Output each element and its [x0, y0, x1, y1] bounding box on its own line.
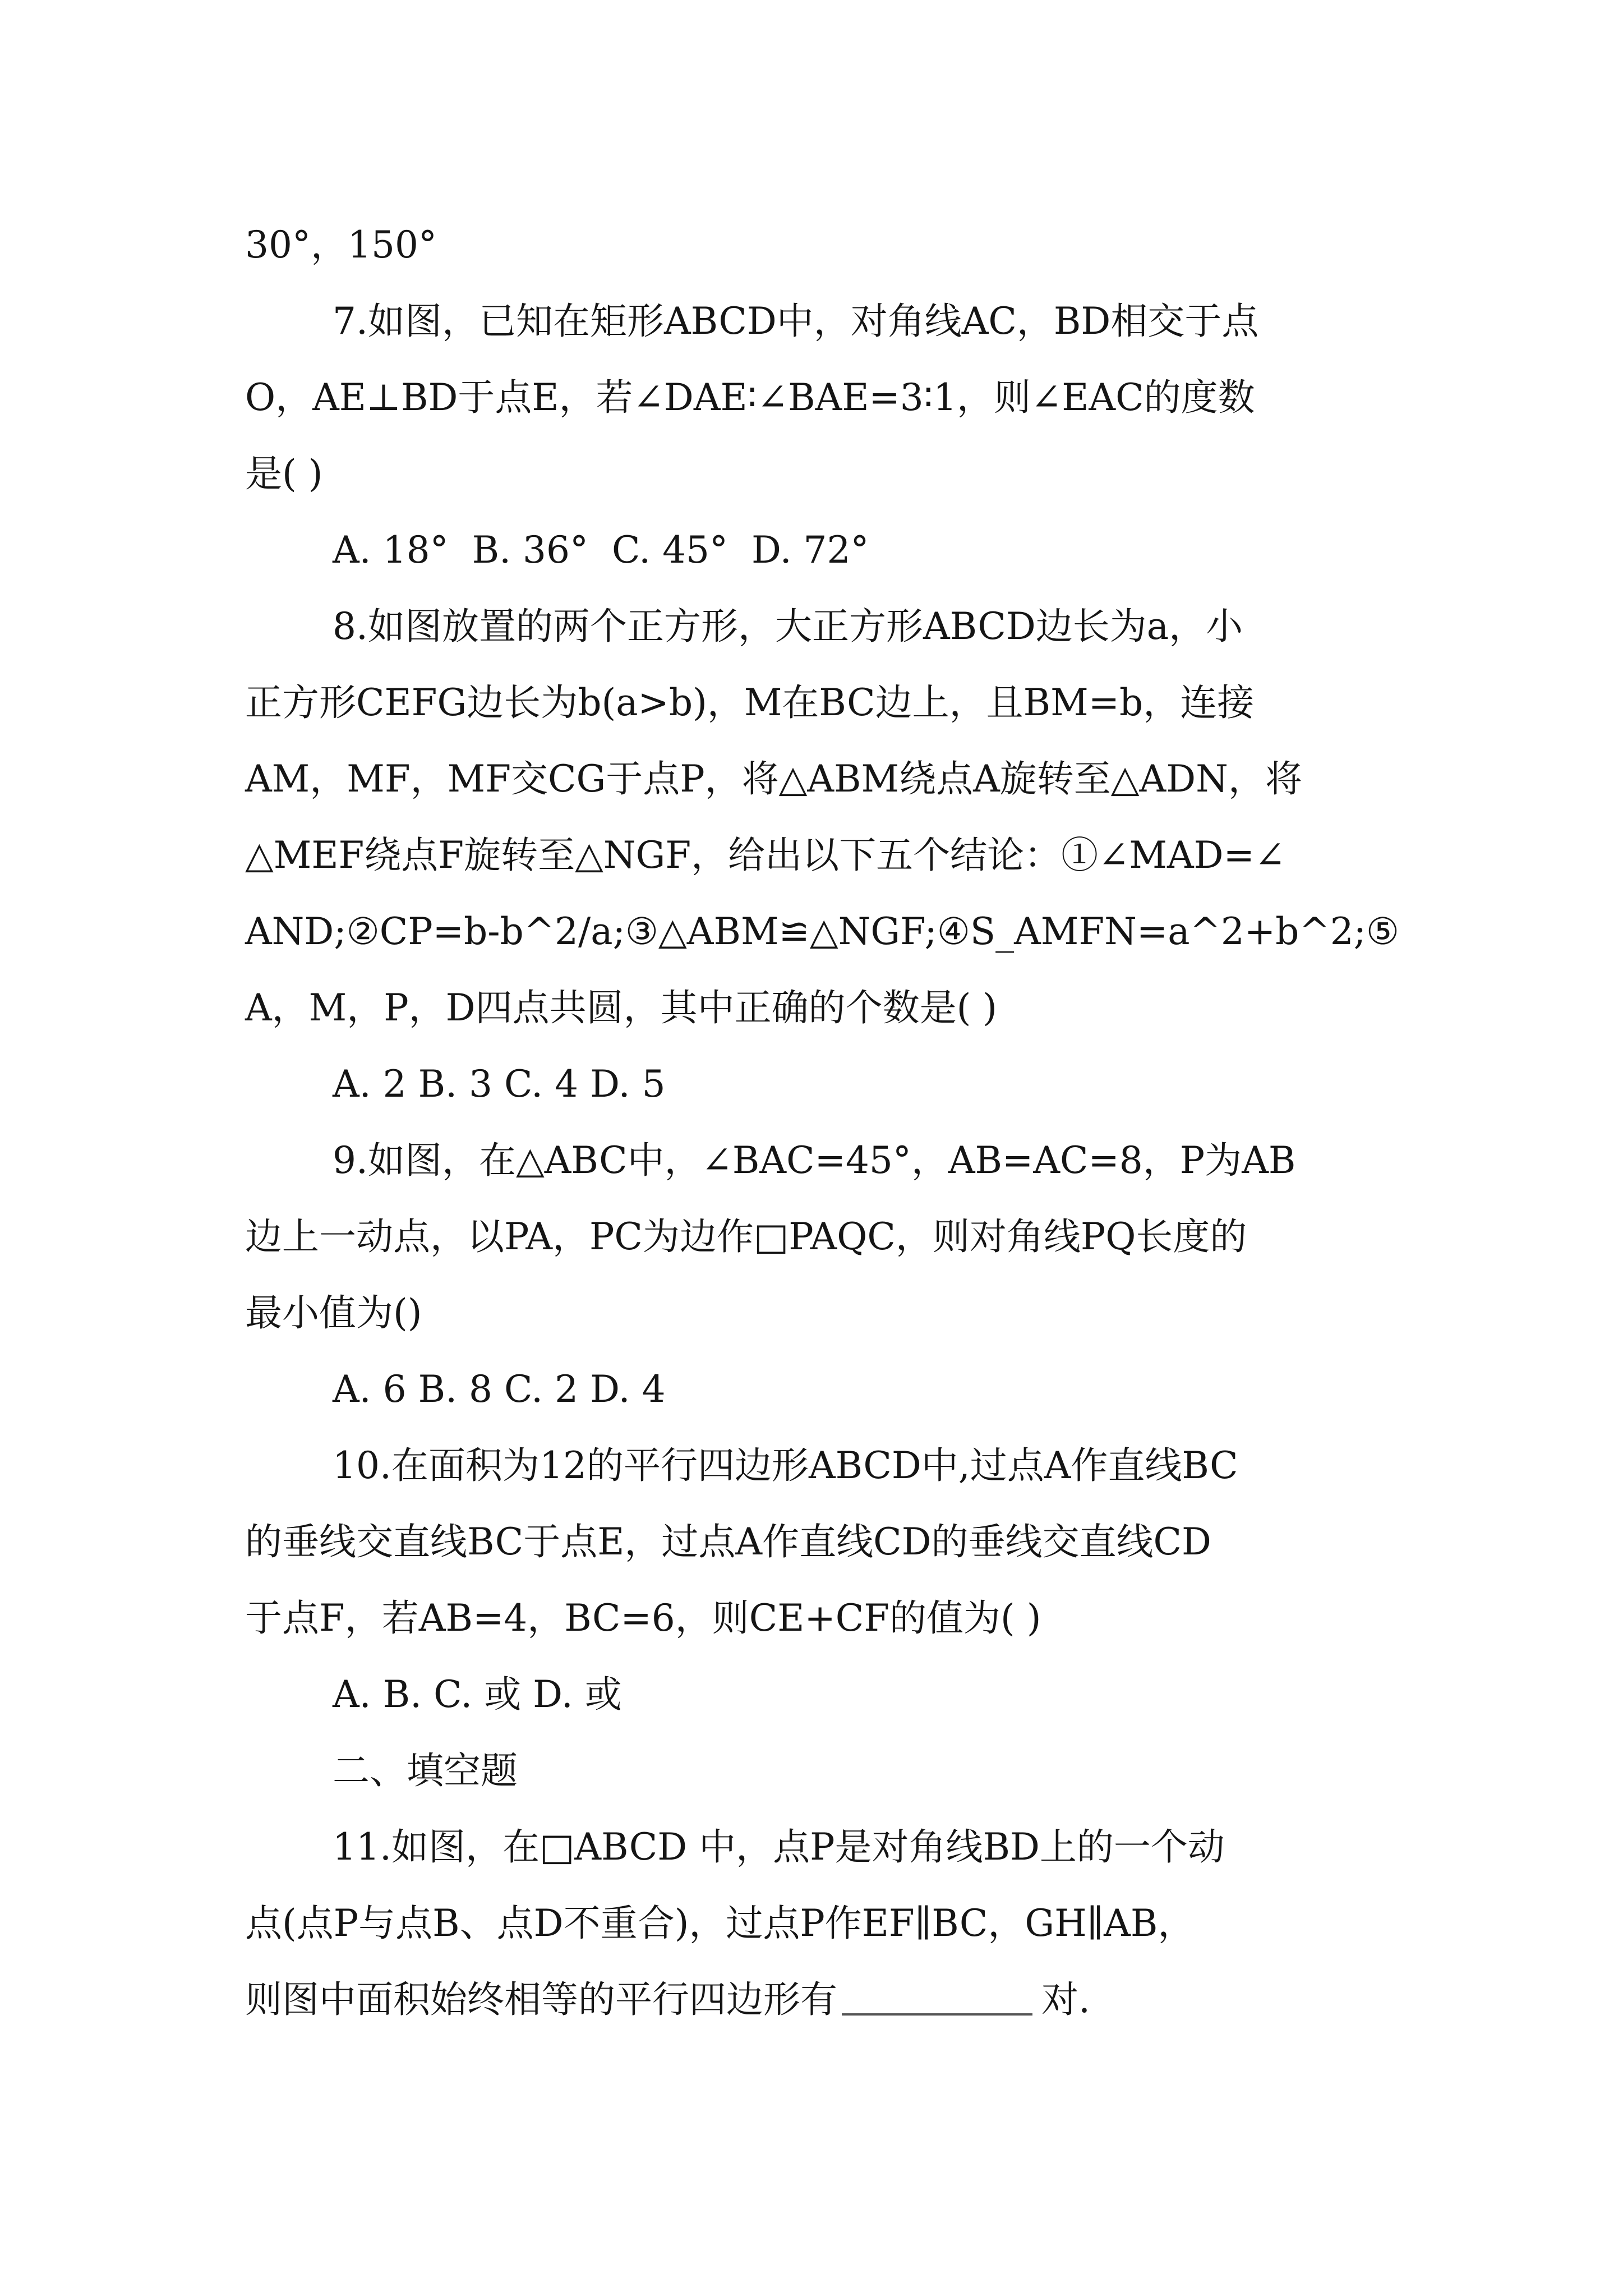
question-7-line-1: 7.如图，已知在矩形ABCD中，对角线AC，BD相交于点: [333, 300, 1259, 343]
question-11-line-3: [245, 1961, 1090, 2039]
text-line: 30°，150°: [245, 223, 437, 266]
question-8-line-1: 8.如图放置的两个正方形，大正方形ABCD边长为a，小: [333, 605, 1243, 648]
question-10-line-3: 于点F，若AB=4，BC=6，则CE+CF的值为( ): [245, 1596, 1041, 1640]
question-11-line-3-text: 则图中面积始终相等的平行四边形有: [245, 1978, 837, 2021]
question-9-line-2: 边上一动点，以PA，PC为边作□PAQC，则对角线PQ长度的: [245, 1215, 1247, 1258]
question-11-line-3-end: 对.: [1041, 1978, 1090, 2021]
question-10-line-1: 10.在面积为12的平行四边形ABCD中,过点A作直线BC: [333, 1444, 1238, 1487]
question-9-line-1: 9.如图，在△ABC中，∠BAC=45°，AB=AC=8，P为AB: [333, 1139, 1296, 1182]
question-8-line-2: 正方形CEFG边长为b(a>b)，M在BC边上，且BM=b，连接: [245, 681, 1255, 724]
question-7-line-2: O，AE⊥BD于点E，若∠DAE∶∠BAE=3∶1，则∠EAC的度数: [245, 376, 1255, 419]
answer-blank: [842, 2011, 1032, 2016]
question-10-line-2: 的垂线交直线BC于点E，过点A作直线CD的垂线交直线CD: [245, 1520, 1211, 1563]
question-11-line-2: 点(点P与点B、点D不重合)，过点P作EF∥BC，GH∥AB，: [245, 1902, 1195, 1945]
question-8-line-3: AM，MF，MF交CG于点P，将△ABM绕点A旋转至△ADN，将: [245, 757, 1302, 800]
question-8-line-6: A，M，P，D四点共圆，其中正确的个数是( ): [245, 986, 998, 1029]
question-8-line-5: AND;②CP=b-b^2/a;③△ABM≌△NGF;④S_AMFN=a^2+b^2;⑤: [245, 910, 1400, 953]
question-10-options: A. B. C. 或 D. 或: [333, 1673, 622, 1716]
question-7-line-3: 是( ): [245, 452, 323, 495]
question-9-options: A. 6 B. 8 C. 2 D. 4: [333, 1368, 666, 1411]
section-heading: 二、填空题: [333, 1749, 518, 1792]
question-11-line-1: 11.如图，在□ABCD 中，点P是对角线BD上的一个动: [333, 1825, 1225, 1869]
question-8-options: A. 2 B. 3 C. 4 D. 5: [333, 1062, 666, 1106]
question-9-line-3: 最小值为(): [245, 1291, 422, 1335]
question-7-options: A. 18° B. 36° C. 45° D. 72°: [333, 528, 869, 572]
question-8-line-4: △MEF绕点F旋转至△NGF，给出以下五个结论：①∠MAD=∠: [245, 834, 1286, 877]
